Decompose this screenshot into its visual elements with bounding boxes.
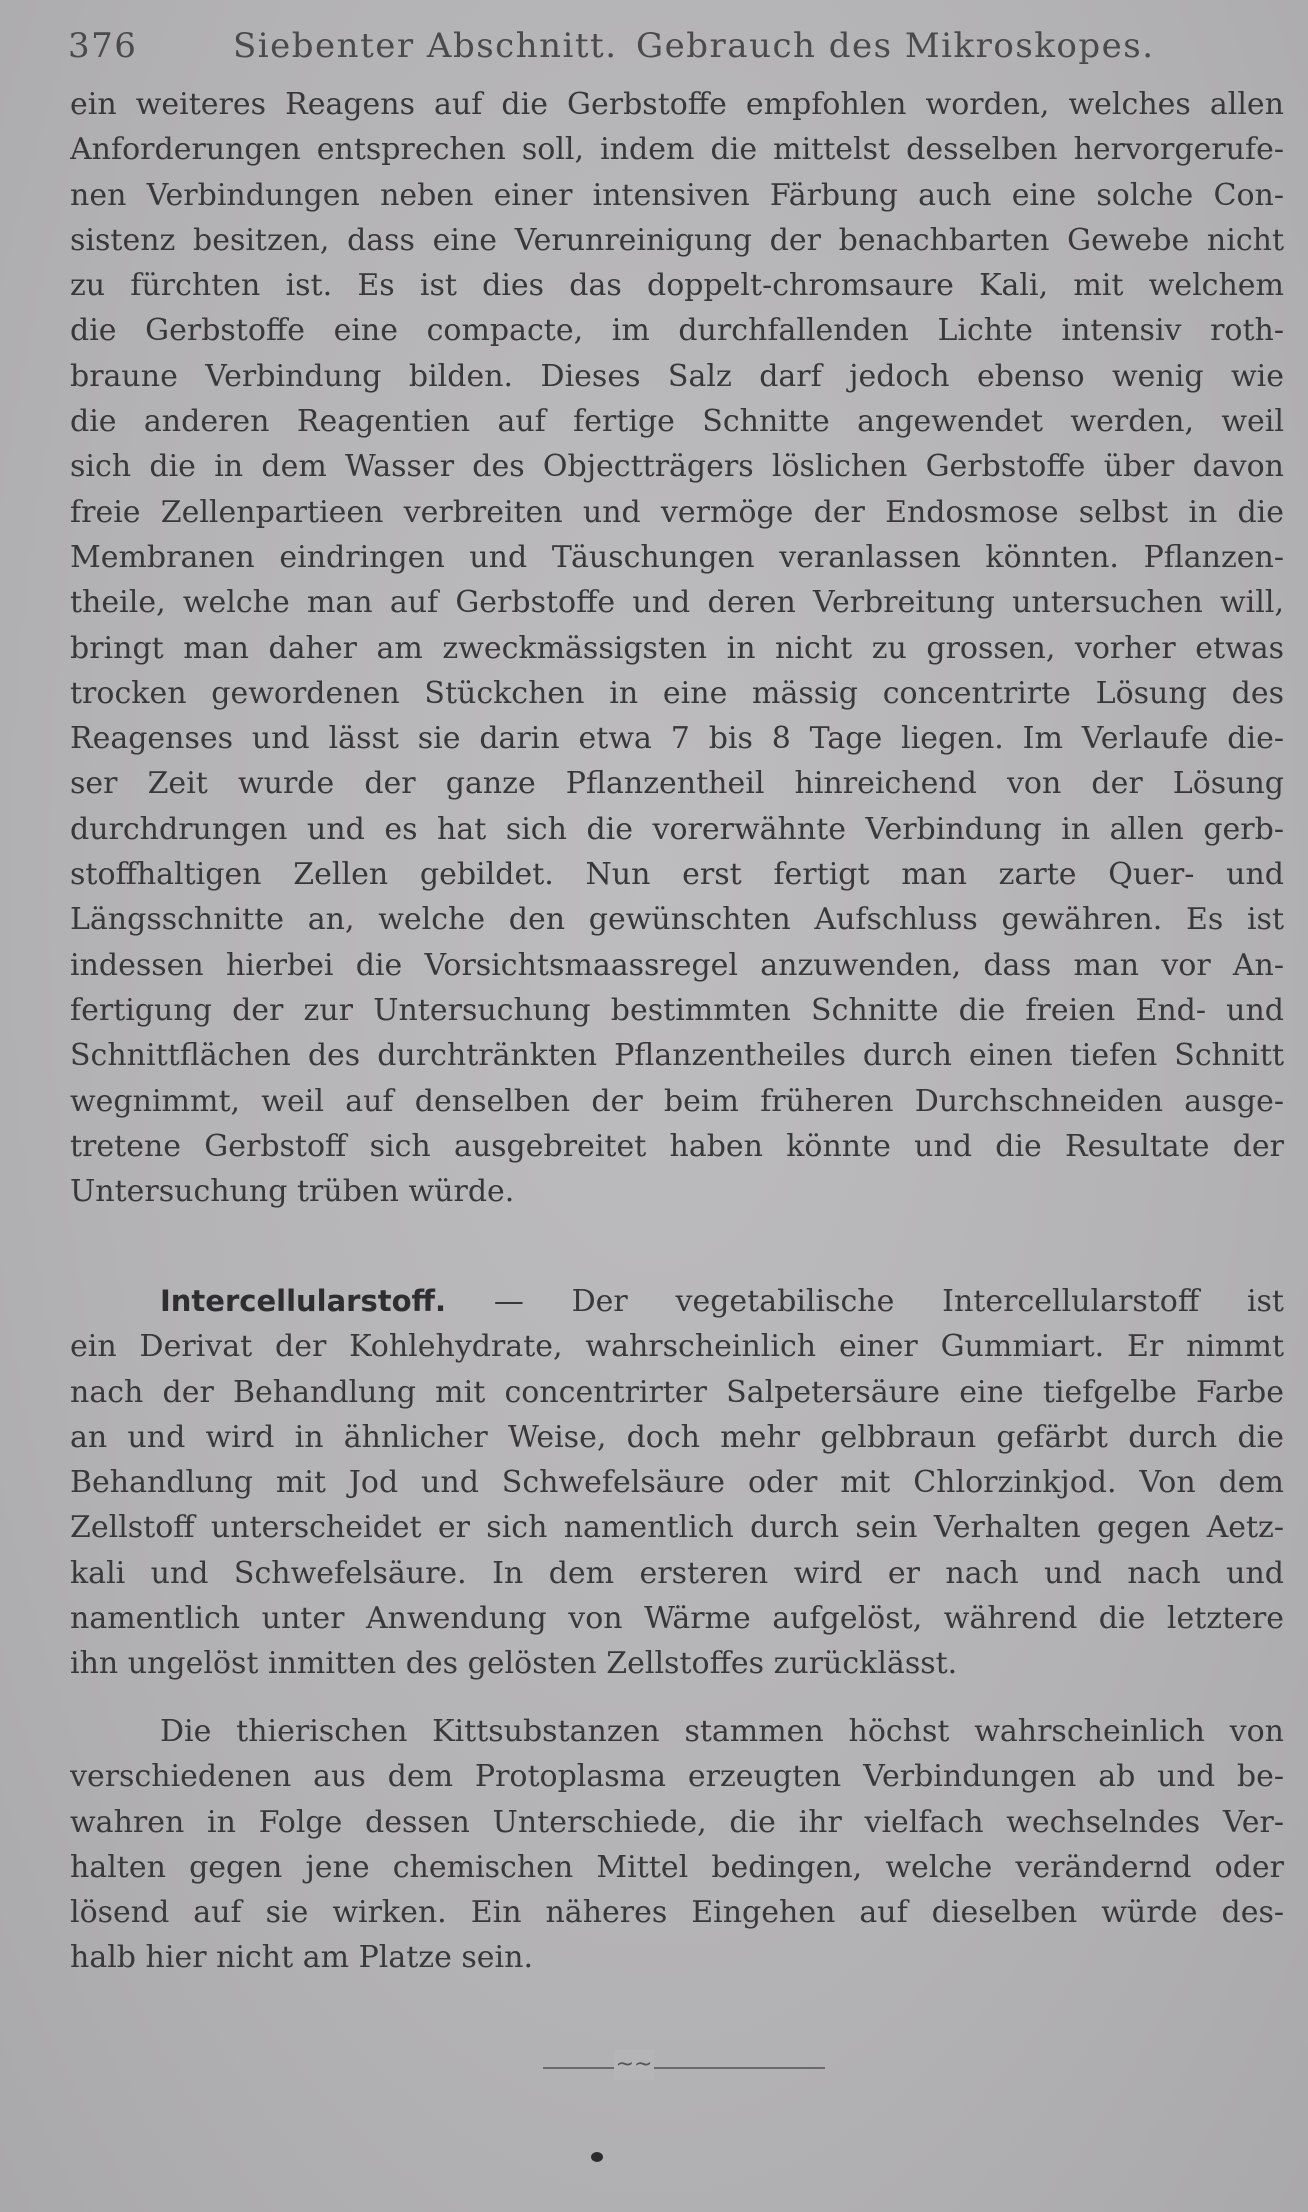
text-line: nen Verbindungen neben einer intensiven Färbung auch eine solche Con- bbox=[70, 177, 1284, 213]
text-line: fertigung der zur Untersuchung bestimmten Schnitte die freien End- und bbox=[70, 992, 1284, 1028]
text-line: Membranen eindringen und Täuschungen veranlassen könnten. Pflanzen- bbox=[70, 539, 1284, 575]
text-line: Zellstoff unterscheidet er sich namentlich durch sein Verhalten gegen Aetz- bbox=[70, 1510, 1284, 1546]
heading-line-text: — Der vegetabilische Intercellularstoff ist bbox=[493, 1284, 1284, 1319]
text-line: freie Zellenpartieen verbreiten und vermöge der Endosmose selbst in die bbox=[70, 494, 1284, 530]
text-line: nach der Behandlung mit concentrirter Salpetersäure eine tiefgelbe Farbe bbox=[70, 1374, 1284, 1410]
text-line: Reagenses und lässt sie darin etwa 7 bis 8 Tage liegen. Im Verlaufe die- bbox=[70, 721, 1284, 757]
paragraph-kittsubstanzen bbox=[70, 1709, 1284, 1981]
section-heading: Intercellularstoff. bbox=[160, 1284, 447, 1318]
text-line: indessen hierbei die Vorsichtsmaassregel anzuwenden, dass man vor An- bbox=[70, 947, 1284, 983]
text-line: zu fürchten ist. Es ist dies das doppelt-chromsaure Kali, mit welchem bbox=[70, 268, 1284, 304]
text-line: namentlich unter Anwendung von Wärme aufgelöst, während die letztere bbox=[70, 1601, 1284, 1637]
text-line: verschiedenen aus dem Protoplasma erzeugten Verbindungen ab und be- bbox=[70, 1759, 1284, 1795]
text-line: halten gegen jene chemischen Mittel bedingen, welche verändernd oder bbox=[70, 1849, 1284, 1885]
ink-speck bbox=[591, 2152, 603, 2162]
heading-line bbox=[70, 1279, 1284, 1324]
text-line: tretene Gerbstoff sich ausgebreitet haben könnte und die Resultate der bbox=[70, 1128, 1284, 1164]
text-line: an und wird in ähnlicher Weise, doch mehr gelbbraun gefärbt durch die bbox=[70, 1419, 1284, 1455]
section-title: Siebenter Abschnitt. bbox=[233, 26, 618, 66]
text-line: die Gerbstoffe eine compacte, im durchfallenden Lichte intensiv roth- bbox=[70, 313, 1284, 349]
section-end-rule bbox=[543, 2067, 825, 2069]
chapter-title: Gebrauch des Mikroskopes. bbox=[636, 26, 1155, 66]
text-line: wahren in Folge dessen Unterschiede, die ihr vielfach wechselndes Ver- bbox=[70, 1804, 1284, 1840]
paragraph-intercellularstoff bbox=[70, 1279, 1284, 1687]
text-line: stoffhaltigen Zellen gebildet. Nun erst fertigt man zarte Quer- und bbox=[70, 857, 1284, 893]
text-line: sistenz besitzen, dass eine Verunreinigung der benachbarten Gewebe nicht bbox=[70, 222, 1284, 258]
paragraph-gerbstoffe bbox=[70, 82, 1284, 1214]
text-line: ein weiteres Reagens auf die Gerbstoffe empfohlen worden, welches allen bbox=[70, 87, 1284, 122]
text-line: braune Verbindung bilden. Dieses Salz darf jedoch ebenso wenig wie bbox=[70, 358, 1284, 394]
text-line: durchdrungen und es hat sich die vorerwähnte Verbindung in allen gerb- bbox=[70, 811, 1284, 847]
text-line: Untersuchung trüben würde. bbox=[70, 1174, 515, 1210]
rule-ornament: ~~ bbox=[614, 2050, 654, 2080]
text-line: theile, welche man auf Gerbstoffe und deren Verbreitung untersuchen will, bbox=[70, 585, 1284, 621]
page-number: 376 bbox=[68, 26, 138, 66]
text-line: die anderen Reagentien auf fertige Schnitte angewendet werden, weil bbox=[70, 404, 1284, 440]
text-line: halb hier nicht am Platze sein. bbox=[70, 1940, 534, 1976]
text-line: Schnittflächen des durchtränkten Pflanzentheiles durch einen tiefen Schnitt bbox=[70, 1038, 1284, 1074]
text-line: Längsschnitte an, welche den gewünschten Aufschluss gewähren. Es ist bbox=[70, 902, 1284, 938]
text-line: Behandlung mit Jod und Schwefelsäure oder mit Chlorzinkjod. Von dem bbox=[70, 1465, 1284, 1501]
text-line: ser Zeit wurde der ganze Pflanzentheil hinreichend von der Lösung bbox=[70, 766, 1284, 802]
text-line: wegnimmt, weil auf denselben der beim früheren Durchschneiden ausge- bbox=[70, 1083, 1284, 1119]
text-line: bringt man daher am zweckmässigsten in nicht zu grossen, vorher etwas bbox=[70, 630, 1284, 666]
text-line: ein Derivat der Kohlehydrate, wahrscheinlich einer Gummiart. Er nimmt bbox=[70, 1329, 1284, 1365]
text-line: ihn ungelöst inmitten des gelösten Zellstoffes zurücklässt. bbox=[70, 1646, 958, 1682]
text-line: Anforderungen entsprechen soll, indem die mittelst desselben hervorgerufe- bbox=[70, 132, 1284, 168]
text-line: trocken gewordenen Stückchen in eine mässig concentrirte Lösung des bbox=[70, 675, 1284, 711]
text-line: kali und Schwefelsäure. In dem ersteren wird er nach und nach und bbox=[70, 1555, 1284, 1591]
text-line: sich die in dem Wasser des Objectträgers löslichen Gerbstoffe über davon bbox=[70, 449, 1284, 485]
running-head bbox=[68, 20, 1288, 76]
text-line: lösend auf sie wirken. Ein näheres Eingehen auf dieselben würde des- bbox=[70, 1895, 1284, 1931]
text-line: Die thierischen Kittsubstanzen stammen höchst wahrscheinlich von bbox=[160, 1714, 1284, 1749]
